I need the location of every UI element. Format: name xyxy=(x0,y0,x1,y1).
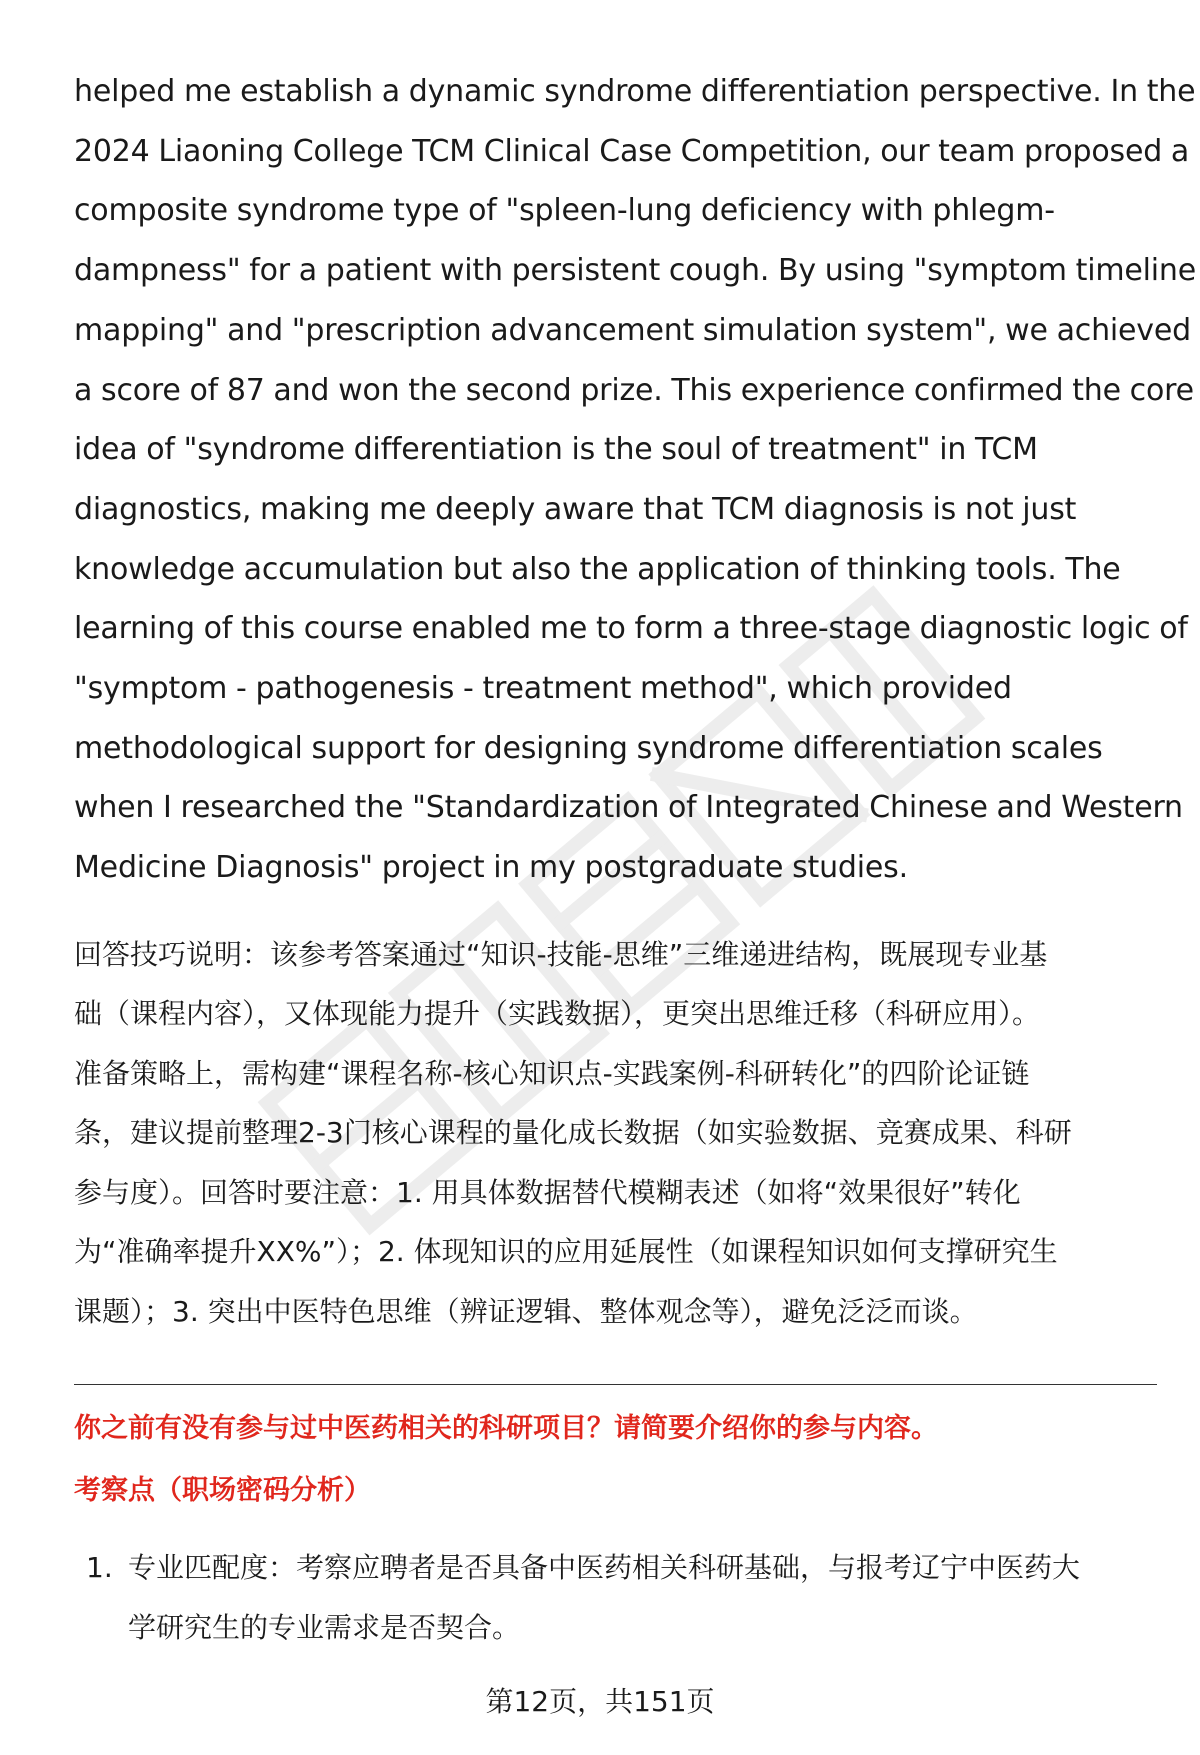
text-line: 课题）；3. 突出中医特色思维（辨证逻辑、整体观念等），避免泛泛而谈。 xyxy=(74,1294,978,1328)
text-line: methodological support for designing syndrome differentiation scales xyxy=(74,730,1103,766)
text-line: 回答技巧说明：该参考答案通过“知识-技能-思维”三维递进结构，既展现专业基 xyxy=(74,937,1048,971)
answer-tips-paragraph xyxy=(74,925,1159,1342)
list-item-number: 1. xyxy=(86,1551,113,1585)
text-line: "symptom - pathogenesis - treatment method", which provided xyxy=(74,671,1012,707)
text-line: Medicine Diagnosis" project in my postgraduate studies. xyxy=(74,850,908,886)
assessment-points-heading: 考察点（职场密码分析） xyxy=(74,1475,371,1507)
section-divider xyxy=(74,1384,1157,1385)
text-line: 条，建议提前整理2-3门核心课程的量化成长数据（如实验数据、竞赛成果、科研 xyxy=(74,1116,1072,1150)
text-line: knowledge accumulation but also the application of thinking tools. The xyxy=(74,551,1121,587)
page-number-footer: 第12页，共151页 xyxy=(485,1685,715,1718)
page-content xyxy=(74,62,1196,1657)
text-line: dampness" for a patient with persistent cough. By using "symptom timeline xyxy=(74,253,1196,289)
text-line: composite syndrome type of "spleen-lung deficiency with phlegm- xyxy=(74,193,1055,229)
interview-question: 你之前有没有参与过中医药相关的科研项目？请简要介绍你的参与内容。 xyxy=(74,1413,938,1445)
text-line: helped me establish a dynamic syndrome differentiation perspective. In the xyxy=(74,74,1196,109)
text-line: mapping" and "prescription advancement simulation system", we achieved xyxy=(74,312,1191,348)
assessment-points-list xyxy=(74,1538,1159,1657)
list-item xyxy=(74,1538,1159,1657)
text-line: 为“准确率提升XX%”）；2. 体现知识的应用延展性（如课程知识如何支撑研究生 xyxy=(74,1235,1058,1269)
text-line: learning of this course enabled me to form a three-stage diagnostic logic of xyxy=(74,611,1188,647)
text-line: 准备策略上，需构建“课程名称-核心知识点-实践案例-科研转化”的四阶论证链 xyxy=(74,1056,1030,1090)
text-line: 参与度）。回答时要注意：1. 用具体数据替代模糊表述（如将“效果很好”转化 xyxy=(74,1175,1021,1209)
text-line: 础（课程内容），又体现能力提升（实践数据），更突出思维迁移（科研应用）。 xyxy=(74,997,1041,1031)
text-line: when I researched the "Standardization of Integrated Chinese and Western xyxy=(74,790,1183,826)
text-line: 学研究生的专业需求是否契合。 xyxy=(128,1610,521,1644)
text-line: diagnostics, making me deeply aware that TCM diagnosis is not just xyxy=(74,491,1077,527)
text-line: idea of "syndrome differentiation is the soul of treatment" in TCM xyxy=(74,432,1038,468)
text-line: a score of 87 and won the second prize. This experience confirmed the core xyxy=(74,372,1194,408)
text-line: 2024 Liaoning College TCM Clinical Case Competition, our team proposed a xyxy=(74,133,1190,169)
text-line: 专业匹配度：考察应聘者是否具备中医药相关科研基础，与报考辽宁中医药大 xyxy=(128,1551,1081,1585)
answer-paragraph-english xyxy=(74,62,1196,898)
